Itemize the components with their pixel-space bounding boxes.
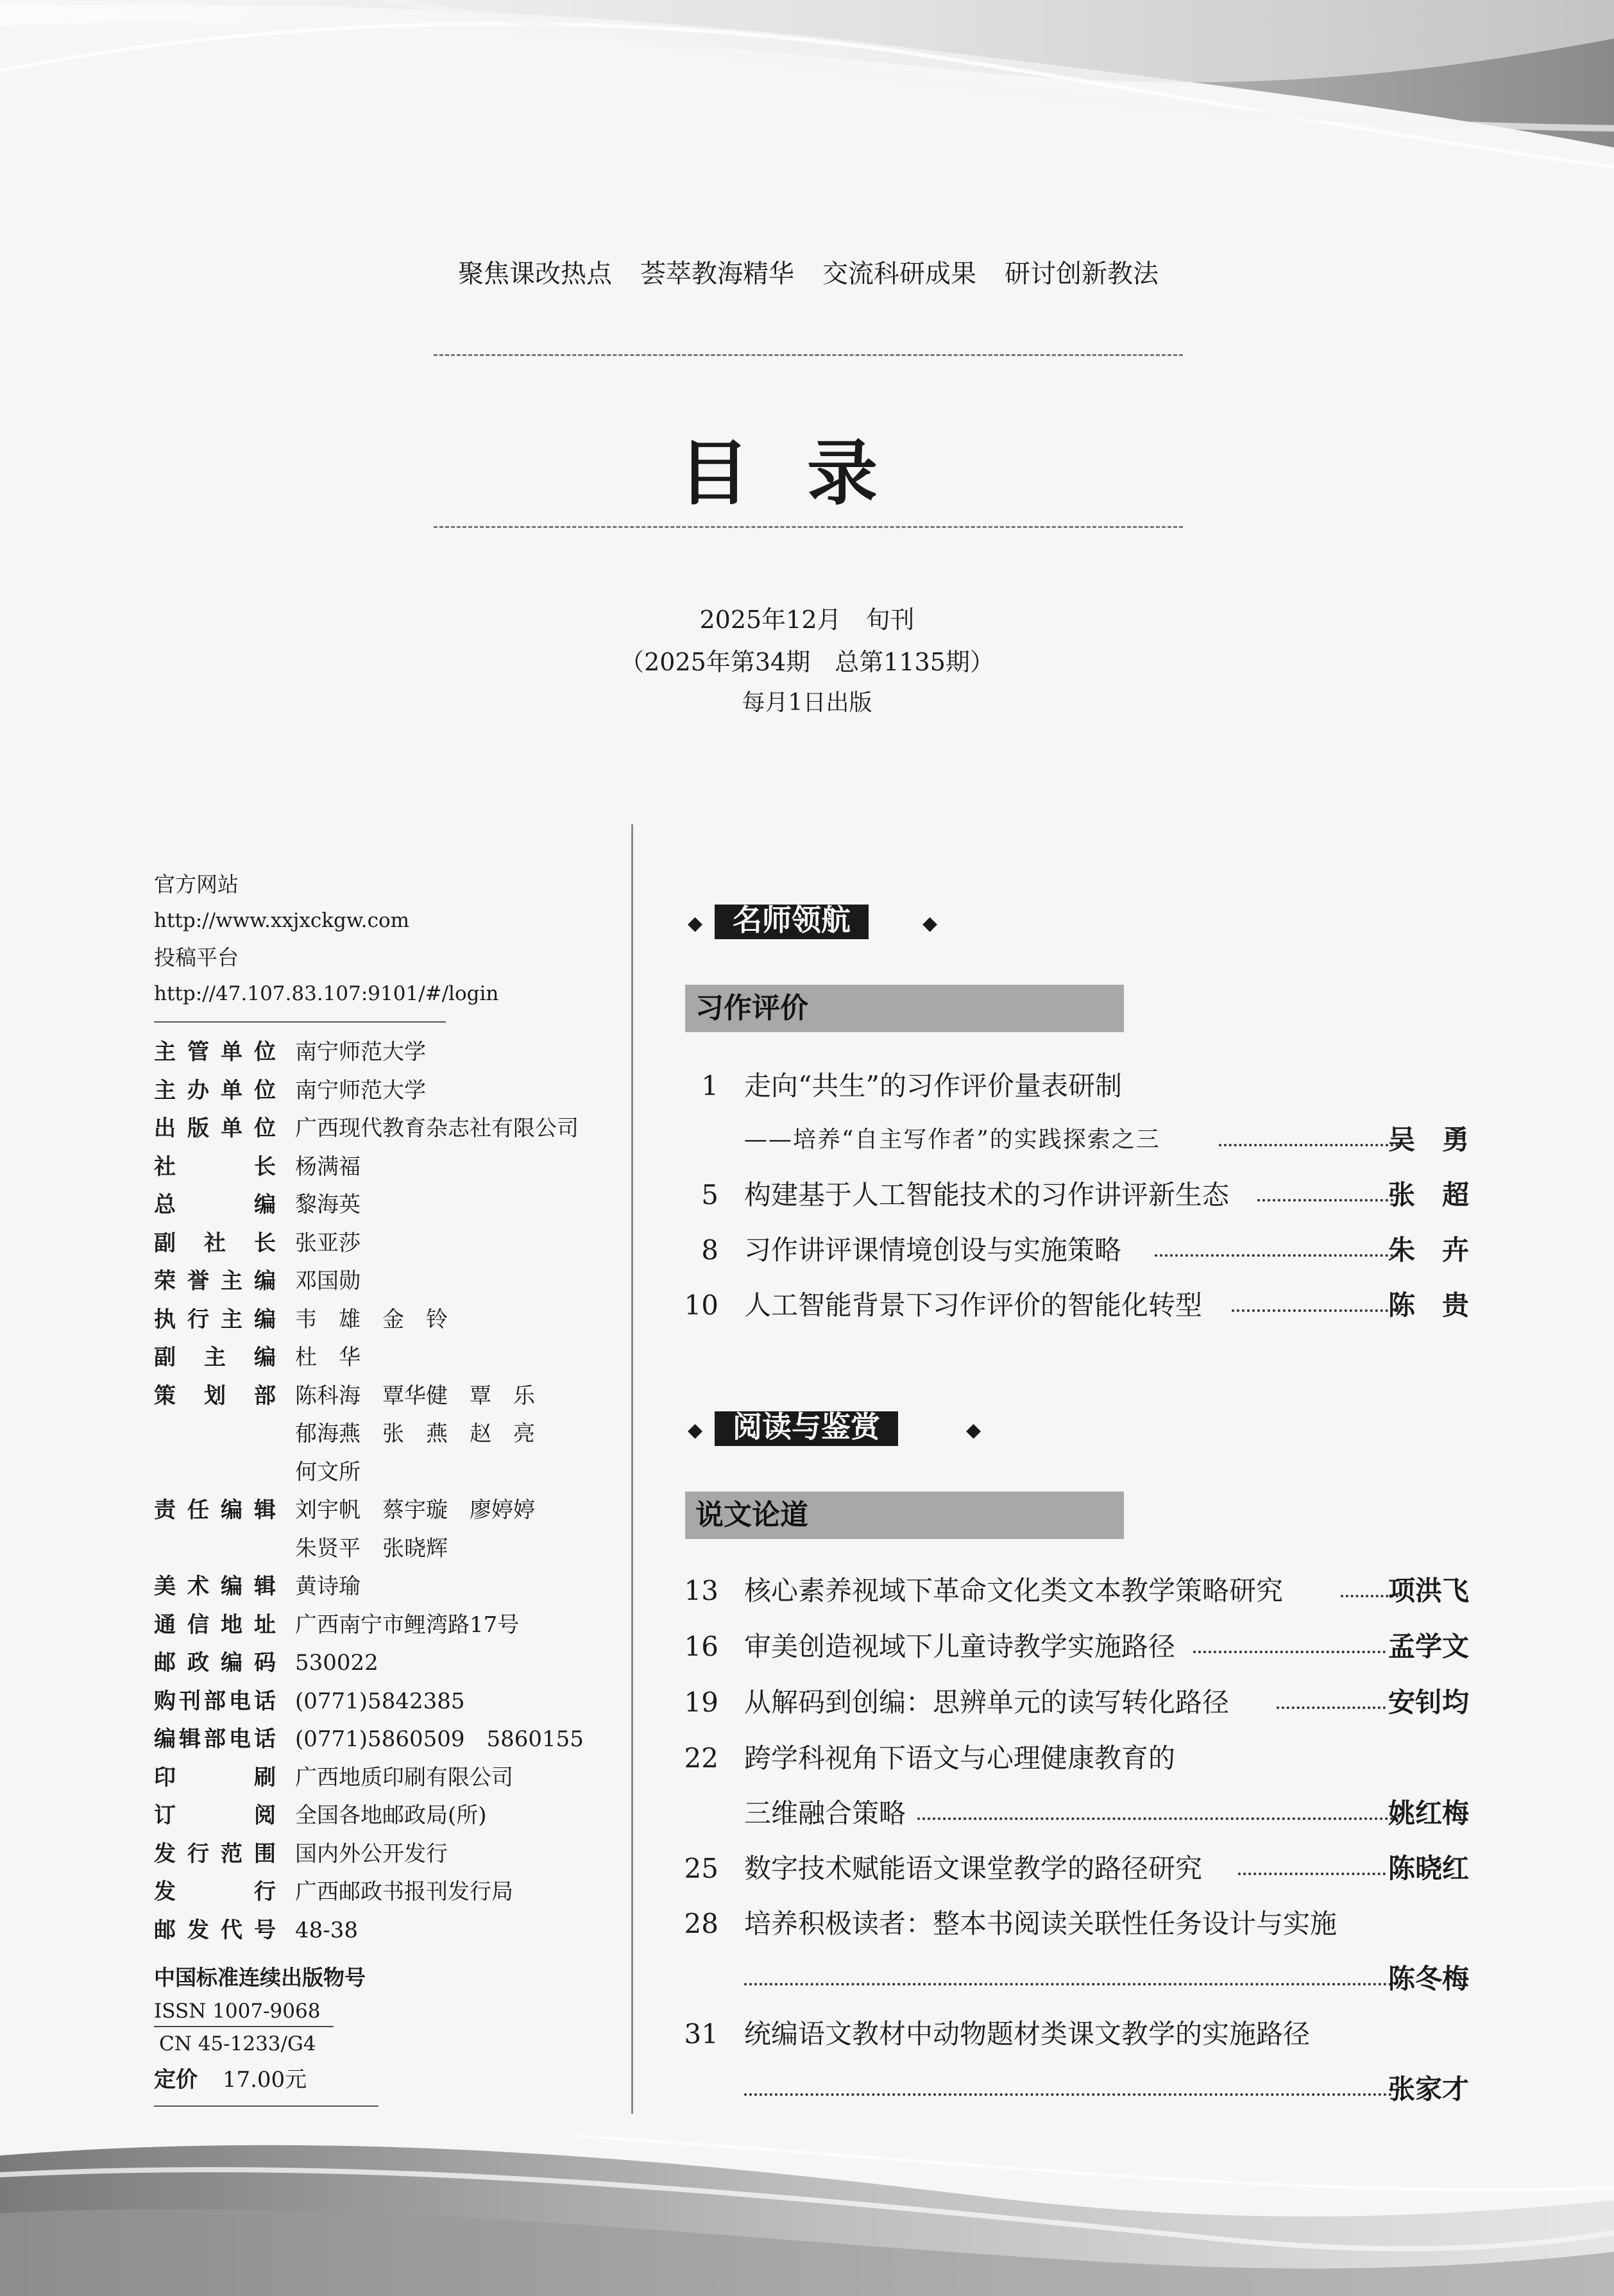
toc-entry[interactable] [680,1628,1469,1666]
top-wave-decoration [0,0,1614,192]
masthead-value: (0771)5860509 5860155 [295,1726,584,1752]
masthead-label: 订阅 [154,1803,276,1828]
website-label: 官方网站 [154,872,239,897]
cn-number: CN 45-1233/G4 [159,2032,316,2055]
toc-entry[interactable] [680,1176,1469,1214]
article-title: 培养积极读者：整本书阅读关联性任务设计与实施 [744,1908,1338,1939]
submission-url[interactable]: http://47.107.83.107:9101/#/login [154,982,499,1005]
page-number: 19 [684,1687,718,1718]
toc-entry-continued[interactable] [680,2070,1469,2109]
article-author: 吴 勇 [1388,1124,1469,1155]
article-title: 构建基于人工智能技术的习作讲评新生态 [744,1179,1230,1211]
article-author: 陈晓红 [1388,1853,1469,1884]
toc-entry[interactable] [680,1739,1469,1778]
publish-day: 每月1日出版 [742,690,872,716]
issn-number: ISSN 1007-9068 [154,1996,334,2027]
slogan-1: 聚焦课改热点 [458,259,612,289]
leader-dots [744,2093,1392,2096]
page-number: 1 [701,1070,718,1101]
slogan-2: 荟萃教海精华 [640,259,794,289]
masthead-label: 主管单位 [154,1039,276,1065]
masthead-label: 总编 [154,1192,276,1218]
price-label: 定价 [154,2067,198,2093]
masthead-label: 通信地址 [154,1611,276,1638]
article-title: 习作讲评课情境创设与实施策略 [744,1234,1122,1266]
leader-dots [1257,1199,1398,1202]
article-author: 安钊均 [1388,1687,1469,1718]
page-number: 22 [684,1742,718,1774]
leader-dots [1155,1254,1398,1257]
masthead-value: 全国各地邮政局(所) [295,1803,487,1828]
issue-date: 2025年12月 旬刊 [699,606,915,634]
page-number: 13 [684,1575,718,1606]
masthead-label: 发行 [154,1879,276,1905]
article-title: 审美创造视域下儿童诗教学实施路径 [744,1631,1176,1662]
bottom-wave-decoration [0,2117,1614,2296]
article-title: 人工智能背景下习作评价的智能化转型 [744,1289,1203,1321]
masthead-label: 责任编辑 [154,1497,276,1523]
article-author: 张家才 [1388,2073,1469,2105]
masthead-label: 购刊部电话 [154,1688,276,1714]
masthead-value: 刘宇帆 蔡宇璇 廖婷婷 [295,1497,535,1523]
toc-entry[interactable] [680,1286,1469,1325]
masthead-label: 印刷 [154,1764,276,1790]
masthead-value: 南宁师范大学 [295,1039,426,1065]
masthead-value: 陈科海 覃华健 覃 乐 [295,1382,535,1409]
article-title: 走向“共生”的习作评价量表研制 [744,1070,1122,1101]
leader-dots [917,1817,1398,1820]
masthead-label: 主办单位 [154,1077,276,1103]
slogan-bar [423,253,1193,290]
page-number: 16 [684,1631,718,1662]
masthead-label: 邮政编码 [154,1650,276,1676]
article-author: 项洪飞 [1388,1575,1469,1606]
masthead-value: 郁海燕 张 燕 赵 亮 [295,1421,535,1447]
page-number: 28 [684,1908,718,1939]
article-subtitle: ——培养“自主写作者”的实践探索之三 [744,1127,1160,1153]
section-title: 阅读与鉴赏 [715,1411,898,1446]
masthead-value: 广西地质印刷有限公司 [295,1764,513,1790]
masthead-label: 编辑部电话 [154,1726,276,1752]
masthead-label: 策划部 [154,1382,276,1409]
masthead-value: 杨满福 [295,1153,361,1180]
masthead-value: 48-38 [295,1917,359,1943]
page-number: 10 [684,1289,718,1321]
masthead-value: 广西现代教育杂志社有限公司 [295,1116,579,1141]
article-title-continued: 三维融合策略 [744,1798,906,1829]
sidebar-divider [154,1021,446,1023]
masthead-label: 社长 [154,1153,276,1180]
subsection-header-shuowen: 说文论道 [685,1492,1124,1539]
article-title: 统编语文教材中动物题材类课文教学的实施路径 [744,2018,1311,2050]
masthead-value: 韦 雄 金 铃 [295,1306,448,1332]
sidebar-bottom-rule [154,2105,378,2107]
subsection-header-xizuo: 习作评价 [685,985,1124,1032]
toc-entry-continued[interactable] [680,1960,1469,1998]
leader-dots [1219,1144,1398,1146]
top-divider [434,354,1183,356]
toc-entry[interactable] [680,1905,1469,1943]
masthead-value: 何文所 [295,1459,361,1485]
masthead-label: 副社长 [154,1230,276,1256]
page-number: 31 [684,2018,718,2050]
toc-entry[interactable] [680,1067,1469,1105]
title-divider [434,526,1183,528]
masthead-value: 国内外公开发行 [295,1841,448,1867]
article-title: 从解码到创编：思辨单元的读写转化路径 [744,1687,1230,1718]
toc-entry-subtitle[interactable] [680,1121,1469,1159]
article-author: 陈 贵 [1388,1289,1469,1321]
masthead-label: 邮发代号 [154,1917,276,1943]
diamond-icon: ◆ [922,912,938,935]
submission-label: 投稿平台 [154,945,239,970]
column-divider [631,824,633,2114]
masthead-label: 执行主编 [154,1306,276,1332]
masthead-label: 出版单位 [154,1116,276,1141]
masthead-value: 广西南宁市鲤湾路17号 [295,1611,520,1638]
masthead-label: 副主编 [154,1345,276,1370]
toc-entry[interactable] [680,1231,1469,1270]
masthead-value: 张亚莎 [295,1230,361,1256]
toc-entry[interactable] [680,1572,1469,1610]
masthead-value: 杜 华 [295,1345,361,1370]
masthead-value: 朱贤平 张晓辉 [295,1535,448,1561]
website-url[interactable]: http://www.xxjxckgw.com [154,909,410,932]
masthead-label: 美术编辑 [154,1574,276,1599]
toc-entry-continued[interactable] [680,1794,1469,1833]
diamond-icon: ◆ [688,1419,703,1441]
price-value: 17.00元 [222,2067,307,2093]
leader-dots [1277,1706,1386,1709]
leader-dots [1193,1651,1386,1653]
masthead-value: 黄诗瑜 [295,1574,361,1599]
serial-label: 中国标准连续出版物号 [154,1965,366,1990]
price-row [154,2062,307,2098]
slogan-3: 交流科研成果 [822,259,976,289]
article-author: 姚红梅 [1388,1798,1469,1829]
article-author: 孟学文 [1388,1631,1469,1662]
masthead-value: 广西邮政书报刊发行局 [295,1879,513,1905]
issue-number: （2025年第34期 总第1135期） [620,648,994,676]
slogan-4: 研讨创新教法 [1005,259,1159,289]
masthead-label: 荣誉主编 [154,1268,276,1294]
leader-dots [744,1983,1392,1986]
masthead-value: 南宁师范大学 [295,1077,426,1103]
section-title: 名师领航 [715,905,869,939]
diamond-icon: ◆ [966,1419,981,1441]
leader-dots [1238,1873,1386,1875]
masthead-value: 邓国勋 [295,1268,361,1294]
page-number: 25 [684,1853,718,1884]
article-author: 张 超 [1388,1179,1469,1211]
article-title: 核心素养视域下革命文化类文本教学策略研究 [744,1575,1284,1606]
leader-dots [1232,1309,1398,1312]
page-title: 目录 [679,432,935,514]
toc-entry[interactable] [680,1683,1469,1722]
sidebar-links [154,866,616,1012]
masthead-label: 发行范围 [154,1841,276,1867]
article-title: 跨学科视角下语文与心理健康教育的 [744,1742,1176,1774]
page-number: 5 [701,1179,718,1211]
article-author: 陈冬梅 [1388,1963,1469,1994]
masthead-value: 黎海英 [295,1192,361,1218]
masthead-value: (0771)5842385 [295,1688,465,1714]
masthead-value: 530022 [295,1650,378,1676]
article-author: 朱 卉 [1388,1234,1469,1266]
page-number: 8 [701,1234,718,1266]
toc-entry[interactable] [680,1850,1469,1888]
toc-entry[interactable] [680,2015,1469,2054]
article-title: 数字技术赋能语文课堂教学的路径研究 [744,1853,1203,1884]
diamond-icon: ◆ [688,912,703,935]
